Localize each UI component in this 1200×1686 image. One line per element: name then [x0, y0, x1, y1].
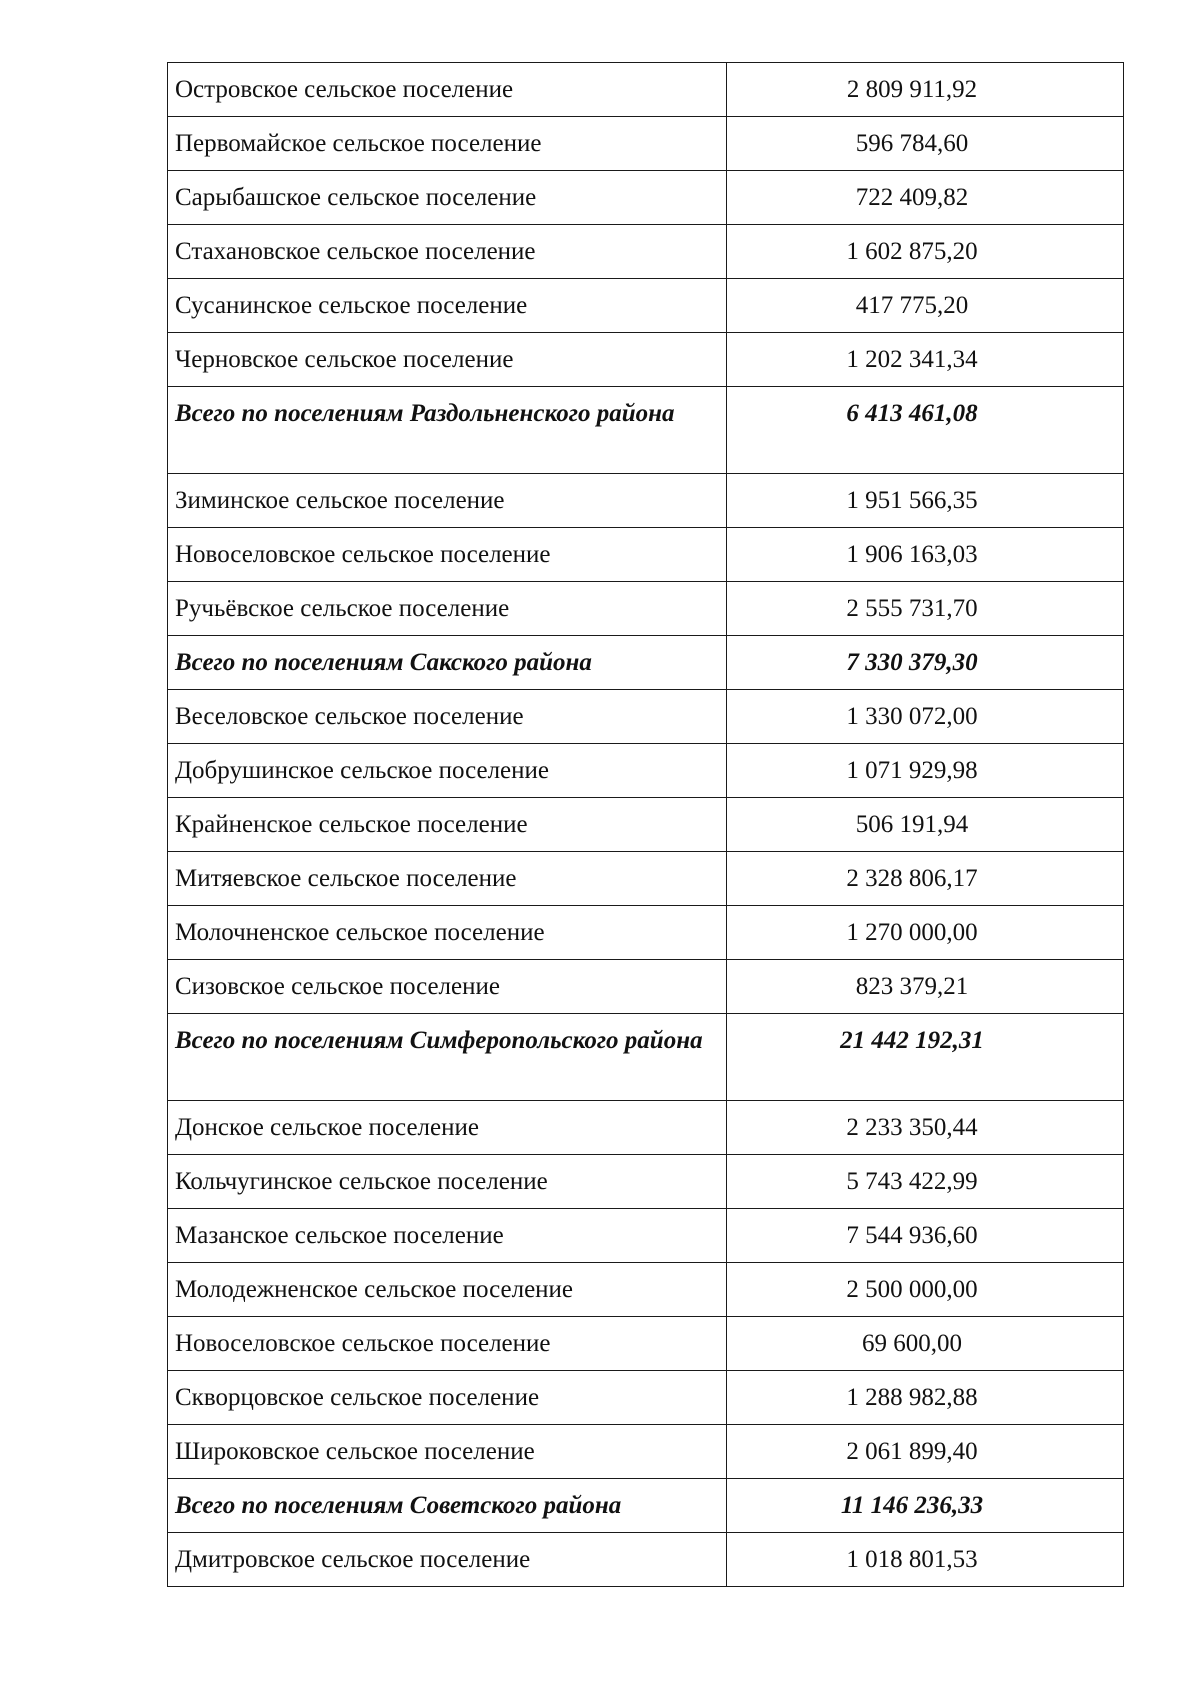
table-row	[168, 474, 1124, 528]
table-row	[168, 960, 1124, 1014]
table-row	[168, 852, 1124, 906]
table-row	[168, 744, 1124, 798]
table-row	[168, 63, 1124, 117]
settlement-name: Стахановское сельское поселение	[168, 225, 727, 279]
district-total-row	[168, 387, 1124, 474]
settlement-name: Скворцовское сельское поселение	[168, 1371, 727, 1425]
settlement-name: Донское сельское поселение	[168, 1101, 727, 1155]
district-total-row	[168, 1479, 1124, 1533]
settlement-amount: 2 555 731,70	[727, 582, 1124, 636]
district-total-label: Всего по поселениям Раздольненского района	[168, 387, 727, 474]
settlement-name: Широковское сельское поселение	[168, 1425, 727, 1479]
settlement-name: Сизовское сельское поселение	[168, 960, 727, 1014]
table-row	[168, 1425, 1124, 1479]
settlement-name: Кольчугинское сельское поселение	[168, 1155, 727, 1209]
settlement-name: Черновское сельское поселение	[168, 333, 727, 387]
table-row	[168, 1371, 1124, 1425]
district-total-label: Всего по поселениям Симферопольского района	[168, 1014, 727, 1101]
settlement-name: Дмитровское сельское поселение	[168, 1533, 727, 1587]
table-row	[168, 582, 1124, 636]
settlement-name: Митяевское сельское поселение	[168, 852, 727, 906]
settlement-amount: 2 328 806,17	[727, 852, 1124, 906]
settlement-name: Новоселовское сельское поселение	[168, 528, 727, 582]
district-total-amount: 6 413 461,08	[727, 387, 1124, 474]
settlement-name: Крайненское сельское поселение	[168, 798, 727, 852]
settlement-amount: 506 191,94	[727, 798, 1124, 852]
settlement-amount: 1 202 341,34	[727, 333, 1124, 387]
table-row	[168, 690, 1124, 744]
settlement-name: Молочненское сельское поселение	[168, 906, 727, 960]
settlement-amount: 69 600,00	[727, 1317, 1124, 1371]
settlement-amount: 2 809 911,92	[727, 63, 1124, 117]
settlement-amount: 1 018 801,53	[727, 1533, 1124, 1587]
settlement-name: Добрушинское сельское поселение	[168, 744, 727, 798]
settlement-amount: 1 270 000,00	[727, 906, 1124, 960]
table-row	[168, 906, 1124, 960]
table-row	[168, 1155, 1124, 1209]
settlement-amount: 417 775,20	[727, 279, 1124, 333]
settlement-name: Сарыбашское сельское поселение	[168, 171, 727, 225]
settlement-amount: 1 071 929,98	[727, 744, 1124, 798]
settlement-amount: 2 233 350,44	[727, 1101, 1124, 1155]
district-total-row	[168, 1014, 1124, 1101]
table-row	[168, 1209, 1124, 1263]
settlements-table	[167, 62, 1124, 1587]
settlement-name: Сусанинское сельское поселение	[168, 279, 727, 333]
table-row	[168, 798, 1124, 852]
district-total-label: Всего по поселениям Советского района	[168, 1479, 727, 1533]
table-row	[168, 279, 1124, 333]
settlement-amount: 722 409,82	[727, 171, 1124, 225]
settlement-name: Веселовское сельское поселение	[168, 690, 727, 744]
settlement-amount: 1 288 982,88	[727, 1371, 1124, 1425]
settlement-amount: 2 061 899,40	[727, 1425, 1124, 1479]
settlement-amount: 1 951 566,35	[727, 474, 1124, 528]
settlement-amount: 1 906 163,03	[727, 528, 1124, 582]
table-row	[168, 1317, 1124, 1371]
settlement-name: Зиминское сельское поселение	[168, 474, 727, 528]
district-total-amount: 11 146 236,33	[727, 1479, 1124, 1533]
settlement-name: Новоселовское сельское поселение	[168, 1317, 727, 1371]
settlement-amount: 596 784,60	[727, 117, 1124, 171]
settlement-name: Островское сельское поселение	[168, 63, 727, 117]
district-total-amount: 21 442 192,31	[727, 1014, 1124, 1101]
table-row	[168, 117, 1124, 171]
table-row	[168, 171, 1124, 225]
district-total-row	[168, 636, 1124, 690]
table-row	[168, 528, 1124, 582]
settlement-name: Мазанское сельское поселение	[168, 1209, 727, 1263]
settlement-amount: 2 500 000,00	[727, 1263, 1124, 1317]
settlement-name: Ручьёвское сельское поселение	[168, 582, 727, 636]
settlement-name: Молодежненское сельское поселение	[168, 1263, 727, 1317]
table-row	[168, 333, 1124, 387]
table-row	[168, 1533, 1124, 1587]
table-row	[168, 1263, 1124, 1317]
settlement-amount: 7 544 936,60	[727, 1209, 1124, 1263]
settlement-amount: 1 330 072,00	[727, 690, 1124, 744]
settlement-amount: 1 602 875,20	[727, 225, 1124, 279]
settlement-amount: 5 743 422,99	[727, 1155, 1124, 1209]
settlement-name: Первомайское сельское поселение	[168, 117, 727, 171]
district-total-label: Всего по поселениям Сакского района	[168, 636, 727, 690]
settlement-amount: 823 379,21	[727, 960, 1124, 1014]
district-total-amount: 7 330 379,30	[727, 636, 1124, 690]
table-row	[168, 225, 1124, 279]
table-row	[168, 1101, 1124, 1155]
